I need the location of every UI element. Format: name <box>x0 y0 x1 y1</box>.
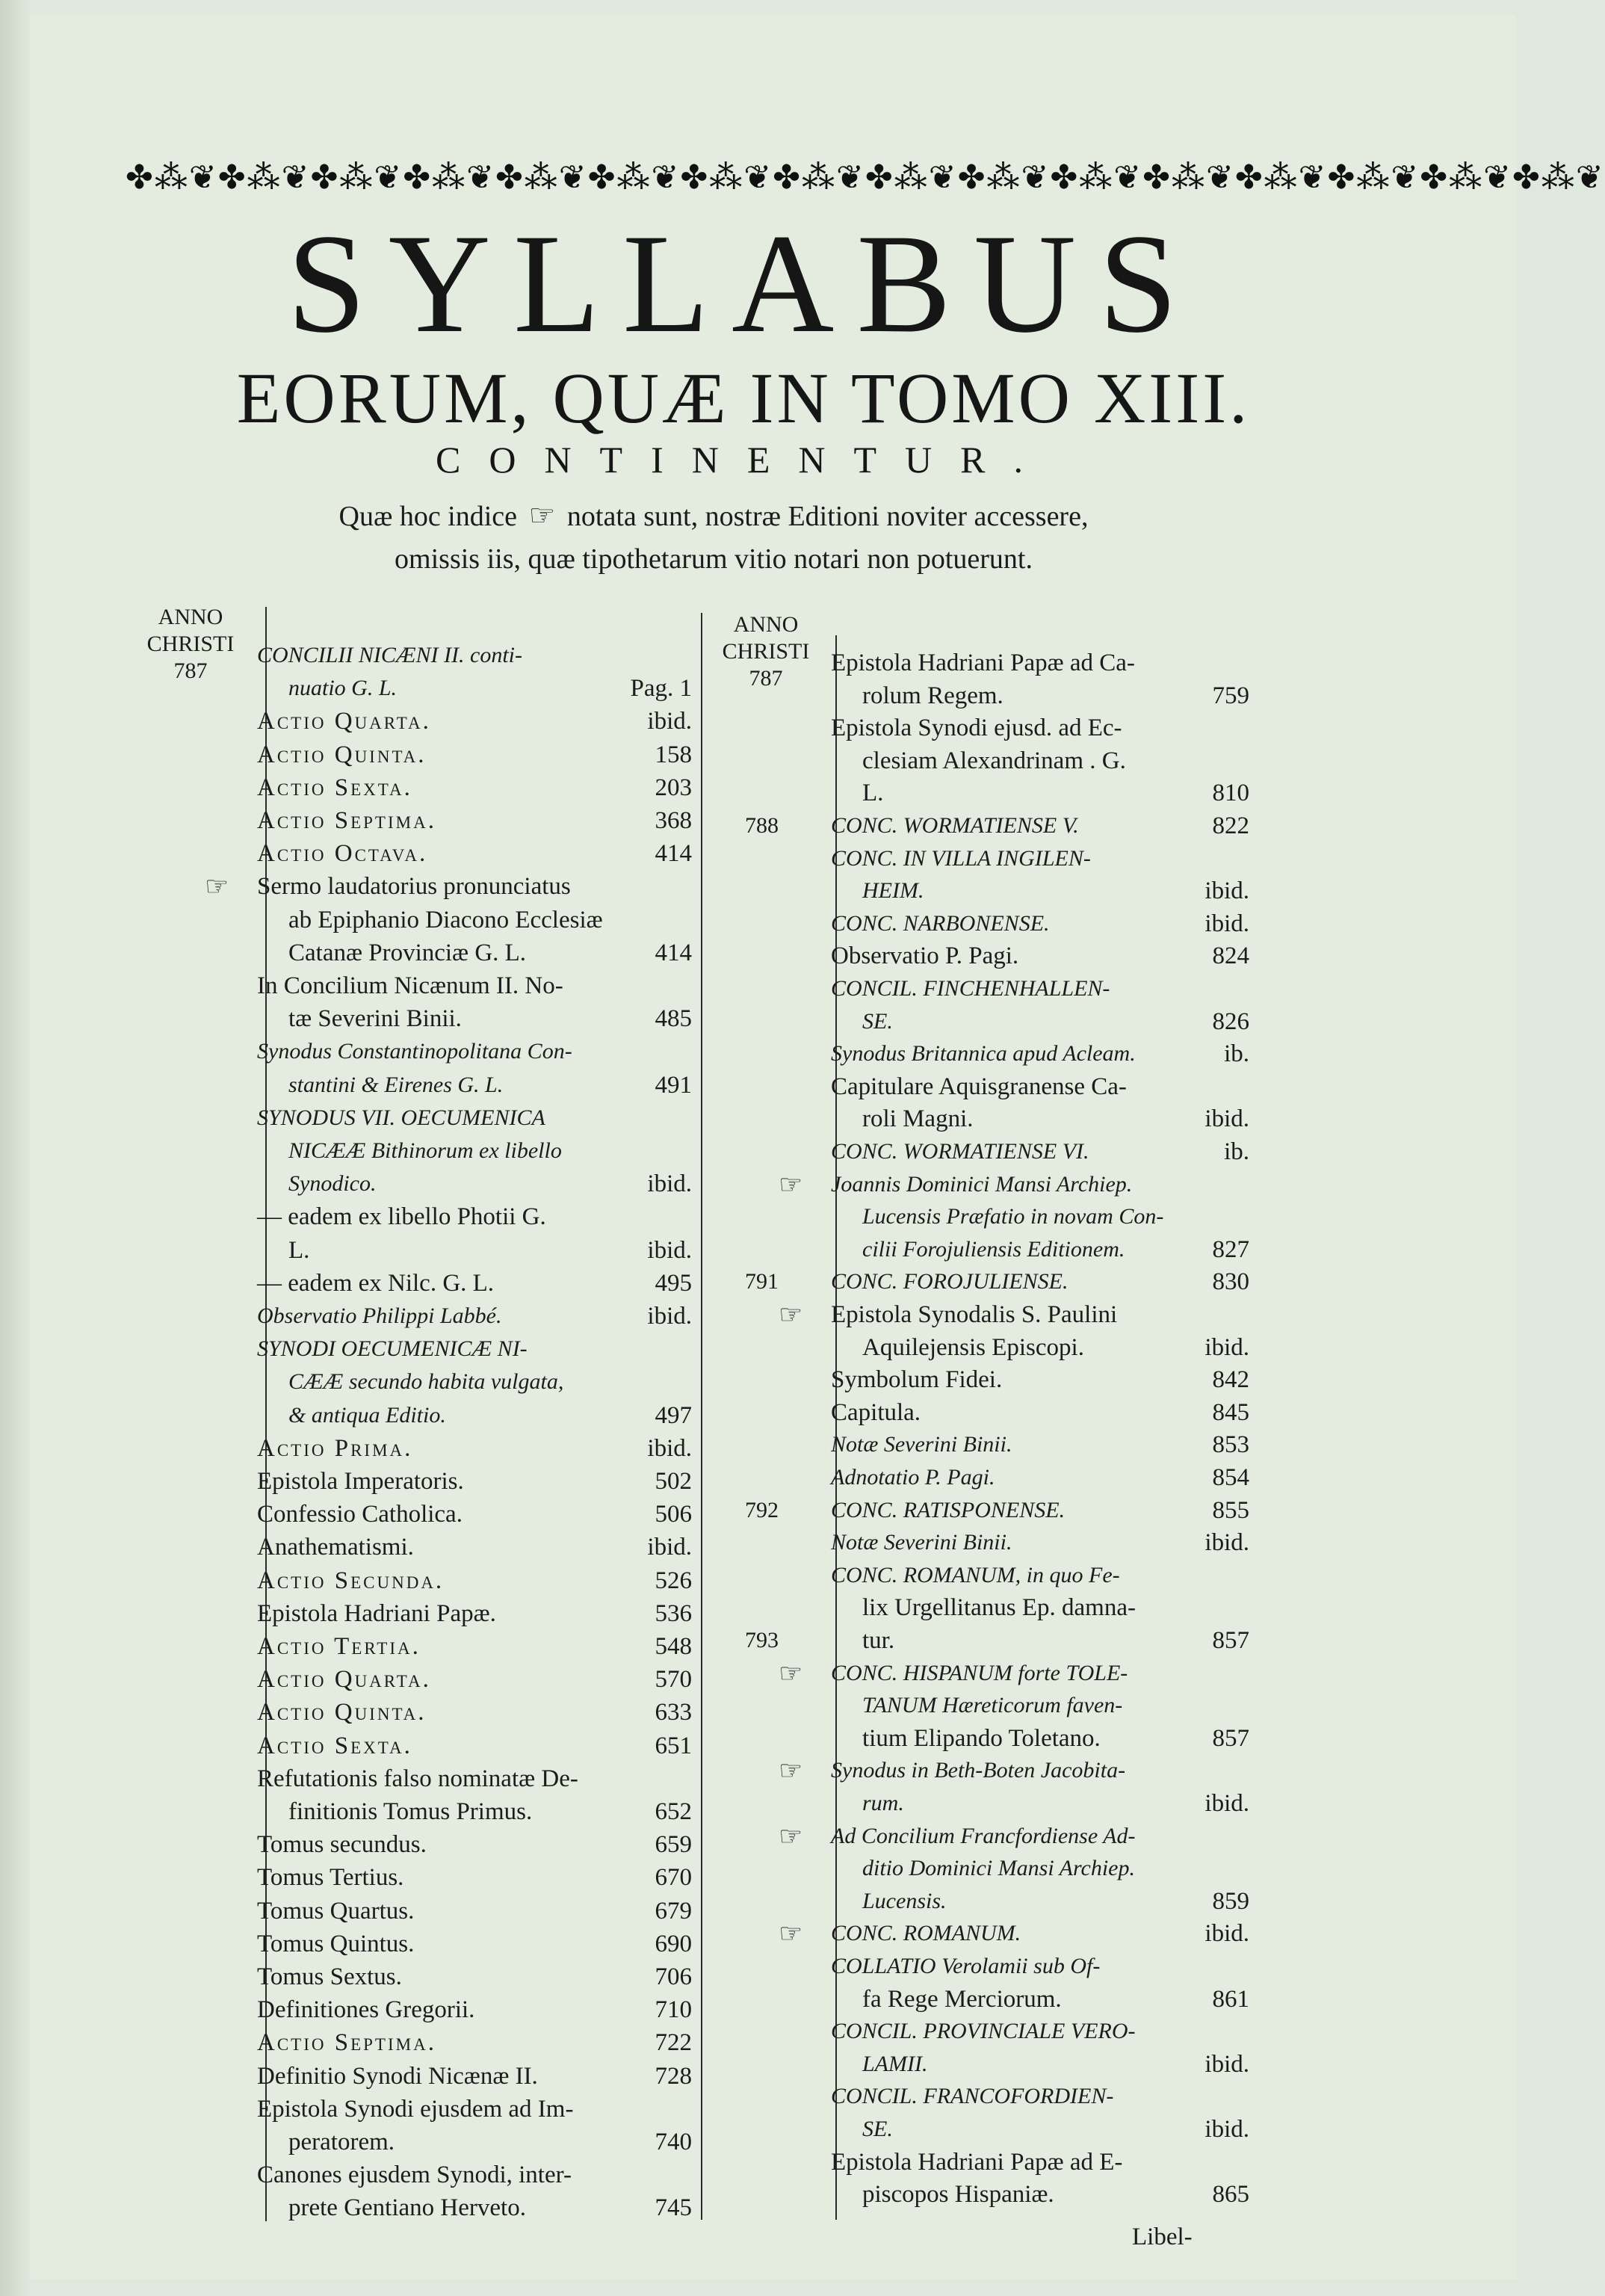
entry-title: tium Elipando Toletano. <box>862 1724 1101 1752</box>
entry-page-number: 570 <box>655 1666 692 1694</box>
index-entry <box>831 1722 1249 1755</box>
entry-page-number: ibid. <box>1204 910 1249 937</box>
index-entry <box>831 1885 1249 1918</box>
entry-page-number: 495 <box>655 1269 692 1297</box>
index-entry <box>831 744 1249 777</box>
entry-page-number: 861 <box>1212 1985 1249 2013</box>
entry-title: Notæ Severini Binii. <box>831 1530 1012 1555</box>
entry-title: CONC. ROMANUM, in quo Fe- <box>831 1562 1120 1587</box>
entry-title: Synodus Britannica apud Acleam. <box>831 1041 1136 1067</box>
index-entry <box>257 1035 692 1068</box>
entry-title: Actio Tertia. <box>257 1633 421 1660</box>
entry-title: Symbolum Fidei. <box>831 1366 1003 1394</box>
entry-title: Actio Septima. <box>257 807 436 834</box>
index-entry <box>831 2178 1249 2211</box>
entry-title: LAMII. <box>862 2051 928 2076</box>
index-entry <box>831 2113 1249 2146</box>
index-entry <box>257 1564 692 1597</box>
entry-page-number: 822 <box>1212 812 1249 839</box>
entry-title: Adnotatio P. Pagi. <box>831 1465 995 1490</box>
index-entry <box>257 1002 692 1035</box>
entry-title: clesiam Alexandrinam . G. <box>862 747 1126 774</box>
index-entry <box>831 646 1249 679</box>
entry-title: Ad Concilium Francfordiense Ad- <box>831 1823 1136 1848</box>
index-entry <box>257 639 692 672</box>
entry-title: piscopos Hispaniæ. <box>862 2181 1054 2209</box>
entry-page-number: 690 <box>655 1930 692 1957</box>
entry-title: L. <box>288 1236 310 1264</box>
entry-page-number: 810 <box>1212 780 1249 807</box>
anno-label: ANNO <box>733 612 799 637</box>
index-entry <box>831 1852 1249 1885</box>
entry-title: Canones ejusdem Synodi, inter- <box>257 2161 572 2189</box>
index-entry <box>831 1787 1249 1820</box>
index-entry <box>779 1917 1249 1950</box>
entry-title: Sermo laudatorius pronunciatus <box>257 873 571 901</box>
entry-page-number: 728 <box>655 2062 692 2090</box>
entry-page-number: ibid. <box>647 1434 692 1462</box>
index-entry <box>257 1432 692 1465</box>
entry-title: rolum Regem. <box>862 682 1003 709</box>
entry-title: Aquilejensis Episcopi. <box>862 1333 1084 1361</box>
index-entry <box>257 1498 692 1531</box>
entry-title: Capitulare Aquisgranense Ca- <box>831 1073 1127 1100</box>
entry-title: Epistola Synodi ejusdem ad Im- <box>257 2095 574 2123</box>
index-entry <box>831 2146 1249 2179</box>
index-entry <box>831 1983 1249 2016</box>
entry-title: CONC. HISPANUM forte TOLE- <box>831 1660 1128 1685</box>
index-entry <box>257 771 692 804</box>
entry-title: Observatio Philippi Labbé. <box>257 1303 502 1328</box>
entry-title: nuatio G. L. <box>288 676 398 701</box>
index-entry <box>257 904 692 936</box>
entry-title: finitionis Tomus Primus. <box>288 1798 533 1825</box>
index-entry <box>831 1135 1249 1168</box>
index-entry <box>257 1663 692 1696</box>
entry-title: SYNODUS VII. OECUMENICA <box>257 1105 545 1130</box>
entry-title: rum. <box>862 1791 904 1815</box>
index-entry <box>745 1494 1249 1527</box>
index-entry <box>831 1689 1249 1722</box>
index-entry <box>257 1333 692 1365</box>
entry-title: CONC. RATISPONENSE. <box>831 1497 1066 1522</box>
index-entry <box>257 804 692 837</box>
entry-title: Actio Quarta. <box>257 708 431 735</box>
entry-title: Synodico. <box>288 1171 377 1197</box>
entry-title: Epistola Imperatoris. <box>257 1468 464 1495</box>
index-entry <box>257 1861 692 1894</box>
index-entry <box>257 1267 692 1300</box>
entry-page-number: ib. <box>1224 1138 1249 1165</box>
entry-page-number: 854 <box>1212 1464 1249 1491</box>
index-entry <box>779 1298 1249 1331</box>
year-marker: 793 <box>745 1628 779 1652</box>
index-entry <box>831 842 1249 875</box>
index-entry <box>779 1657 1249 1690</box>
index-entry <box>745 1624 1249 1657</box>
entry-title: SE. <box>862 1008 893 1034</box>
entry-title: CONC. NARBONENSE. <box>831 910 1050 936</box>
entry-title: Actio Quinta. <box>257 741 427 768</box>
entry-title: Actio Prima. <box>257 1434 413 1462</box>
entry-title: Joannis Dominici Mansi Archiep. <box>831 1171 1133 1197</box>
index-entry <box>745 1265 1249 1298</box>
pointing-hand-icon: ☞ <box>779 1300 803 1330</box>
entry-page-number: 506 <box>655 1501 692 1528</box>
index-entry <box>831 1526 1249 1559</box>
entry-page-number: 857 <box>1212 1724 1249 1752</box>
entry-page-number: ib. <box>1224 1040 1249 1068</box>
entry-page-number: ibid. <box>1204 877 1249 905</box>
index-entry <box>257 1465 692 1498</box>
entry-page-number: ibid. <box>647 1170 692 1198</box>
entry-title: roli Magni. <box>862 1105 974 1133</box>
entry-page-number: 859 <box>1212 1887 1249 1915</box>
entry-page-number: 740 <box>655 2129 692 2155</box>
entry-title: Tomus Tertius. <box>257 1864 404 1892</box>
entry-page-number: ibid. <box>1204 2050 1249 2078</box>
index-entry <box>831 874 1249 907</box>
right-anno-christi-header <box>702 611 829 692</box>
year-label: 787 <box>749 666 783 691</box>
entry-title: CONCIL. FINCHENHALLEN- <box>831 976 1110 1001</box>
index-entry <box>831 1331 1249 1364</box>
pointing-hand-icon: ☞ <box>779 1756 803 1786</box>
index-entry <box>257 1828 692 1861</box>
catchword: Libel- <box>1132 2224 1193 2250</box>
index-entry <box>257 2026 692 2059</box>
year-label: 787 <box>173 658 208 683</box>
index-entry <box>257 738 692 771</box>
entry-title: Tomus Quartus. <box>257 1897 415 1925</box>
index-entry <box>831 1396 1249 1429</box>
entry-page-number: 526 <box>655 1567 692 1594</box>
index-entry <box>257 1135 692 1167</box>
entry-title: Notæ Severini Binii. <box>831 1432 1012 1457</box>
index-entry <box>831 1005 1249 1038</box>
index-entry <box>257 1365 692 1398</box>
entry-title: Catanæ Provinciæ G. L. <box>288 939 527 966</box>
entry-title: TANUM Hæreticorum faven- <box>862 1693 1123 1718</box>
year-marker: 788 <box>745 813 779 838</box>
index-entry <box>831 712 1249 744</box>
entry-title: Actio Septima. <box>257 2029 436 2057</box>
index-entry <box>831 1461 1249 1494</box>
index-entry <box>779 1754 1249 1787</box>
index-entry <box>831 972 1249 1005</box>
entry-title: CONCIL. FRANCOFORDIEN- <box>831 2084 1114 2109</box>
entry-title: — eadem ex Nilc. G. L. <box>257 1269 495 1297</box>
entry-title: In Concilium Nicænum II. No- <box>257 972 563 999</box>
entry-page-number: 706 <box>655 1963 692 1990</box>
entry-title: CONC. WORMATIENSE VI. <box>831 1139 1089 1164</box>
index-entry <box>257 1531 692 1564</box>
intro-text-b: notata sunt, nostræ Editioni noviter accessere, <box>566 501 1089 532</box>
index-entry <box>257 1597 692 1630</box>
entry-title: Lucensis Præfatio in novam Con- <box>862 1204 1164 1229</box>
entry-page-number: ibid. <box>647 1236 692 1264</box>
entry-title: CONCIL. PROVINCIALE VERO- <box>831 2019 1136 2044</box>
entry-page-number: 502 <box>655 1468 692 1495</box>
entry-title: CONC. IN VILLA INGILEN- <box>831 845 1091 871</box>
entry-page-number: 710 <box>655 1996 692 2024</box>
index-entry <box>831 1950 1249 1983</box>
entry-title: Lucensis. <box>862 1888 947 1913</box>
index-entry <box>257 1399 692 1432</box>
entry-title: Synodus Constantinopolitana Con- <box>257 1039 572 1064</box>
pointing-hand-icon: ☞ <box>779 1658 803 1688</box>
entry-title: CONC. WORMATIENSE V. <box>831 813 1079 838</box>
entry-page-number: ibid. <box>1204 1790 1249 1817</box>
intro-line-2: omissis iis, quæ tipothetarum vitio notari non potuerunt. <box>395 543 1033 575</box>
christi-label: CHRISTI <box>146 632 235 656</box>
index-entry <box>831 1233 1249 1266</box>
index-entry <box>831 1200 1249 1233</box>
pointing-hand-icon: ☞ <box>528 499 556 532</box>
entry-title: Epistola Synodi ejusd. ad Ec- <box>831 715 1122 742</box>
entry-title: Definitio Synodi Nicænæ II. <box>257 2062 538 2090</box>
continentur-heading: CONTINENTUR. <box>435 439 1052 481</box>
index-entry <box>257 1729 692 1762</box>
entry-title: Actio Quinta. <box>257 1699 427 1726</box>
entry-page-number: 652 <box>655 1798 692 1825</box>
entry-page-number: 824 <box>1212 942 1249 970</box>
entry-title: Synodus in Beth-Boten Jacobita- <box>831 1758 1126 1783</box>
index-entry <box>257 2093 692 2126</box>
entry-title: Tomus secundus. <box>257 1831 427 1859</box>
index-entry <box>831 1363 1249 1396</box>
entry-title: — eadem ex libello Photii G. <box>257 1203 546 1231</box>
index-entry <box>257 969 692 1002</box>
entry-title: ab Epiphanio Diacono Ecclesiæ <box>288 906 603 933</box>
index-entry <box>257 1234 692 1267</box>
index-entry <box>831 1591 1249 1624</box>
entry-title: COLLATIO Verolamii sub Of- <box>831 1954 1101 1978</box>
index-entry <box>779 1820 1249 1853</box>
index-entry <box>831 2080 1249 2113</box>
entry-title: SE. <box>862 2117 893 2141</box>
left-index-column <box>205 639 692 2222</box>
index-entry <box>831 939 1249 972</box>
index-entry <box>257 1928 692 1960</box>
entry-title: peratorem. <box>288 2129 395 2155</box>
index-entry <box>257 2158 692 2191</box>
entry-title: CONC. ROMANUM. <box>831 1921 1021 1946</box>
index-entry <box>257 1069 692 1102</box>
entry-page-number: 826 <box>1212 1007 1249 1035</box>
entry-page-number: 491 <box>655 1071 692 1099</box>
pointing-hand-icon: ☞ <box>779 1169 803 1200</box>
index-entry <box>257 1300 692 1333</box>
entry-page-number: 536 <box>655 1599 692 1627</box>
entry-page-number: 853 <box>1212 1431 1249 1459</box>
entry-page-number: 414 <box>655 840 692 868</box>
left-anno-christi-header <box>120 604 262 685</box>
index-entry <box>257 1895 692 1928</box>
index-entry <box>257 672 692 705</box>
decorative-border-ornament: ✤⁂❦✤⁂❦✤⁂❦✤⁂❦✤⁂❦✤⁂❦✤⁂❦✤⁂❦✤⁂❦✤⁂❦✤⁂❦✤⁂❦✤⁂❦✤⁂❦✤⁂❦✤⁂❦ <box>126 158 1605 197</box>
index-entry <box>257 1102 692 1135</box>
entry-title: CÆÆ secundo habita vulgata, <box>288 1369 564 1395</box>
pointing-hand-icon: ☞ <box>205 871 229 902</box>
index-entry <box>257 1696 692 1729</box>
index-entry <box>831 679 1249 712</box>
entry-title: Confessio Catholica. <box>257 1501 463 1528</box>
entry-title: ditio Dominici Mansi Archiep. <box>862 1856 1135 1881</box>
left-column-rule <box>701 613 702 2220</box>
entry-page-number: ibid. <box>1204 1529 1249 1557</box>
christi-label: CHRISTI <box>722 639 810 664</box>
entry-page-number: ibid. <box>647 1534 692 1561</box>
index-entry <box>831 1037 1249 1070</box>
index-entry <box>257 1762 692 1795</box>
entry-title: Actio Sexta. <box>257 774 412 801</box>
entry-title: cilii Forojuliensis Editionem. <box>862 1236 1125 1262</box>
entry-page-number: 722 <box>655 2029 692 2057</box>
entry-page-number: ibid. <box>1204 1920 1249 1948</box>
entry-page-number: 633 <box>655 1699 692 1726</box>
entry-title: Refutationis falso nominatæ De- <box>257 1765 578 1792</box>
index-entry <box>257 2060 692 2093</box>
entry-title: Observatio P. Pagi. <box>831 942 1019 970</box>
index-entry <box>205 870 692 903</box>
entry-title: CONC. FOROJULIENSE. <box>831 1269 1069 1294</box>
entry-page-number: 670 <box>655 1864 692 1892</box>
entry-title: Actio Secunda. <box>257 1567 445 1594</box>
entry-page-number: 842 <box>1212 1366 1249 1394</box>
entry-title: SYNODI OECUMENICÆ NI- <box>257 1336 528 1362</box>
year-marker: 792 <box>745 1497 779 1522</box>
entry-title: tæ Severini Binii. <box>288 1005 462 1033</box>
entry-title: Epistola Hadriani Papæ. <box>257 1599 496 1627</box>
entry-title: Epistola Hadriani Papæ ad Ca- <box>831 649 1135 676</box>
entry-page-number: 865 <box>1212 2181 1249 2209</box>
index-entry <box>257 1200 692 1233</box>
index-entry <box>779 1168 1249 1201</box>
entry-title: Anathematismi. <box>257 1534 414 1561</box>
entry-title: lix Urgellitanus Ep. damna- <box>862 1594 1136 1622</box>
pointing-hand-icon: ☞ <box>779 1919 803 1949</box>
page-subtitle: EORUM, QUÆ IN TOMO XIII. <box>236 358 1251 438</box>
index-entry <box>257 2191 692 2224</box>
entry-title: stantini & Eirenes G. L. <box>288 1072 504 1097</box>
index-entry <box>831 2015 1249 2048</box>
index-entry <box>257 1960 692 1993</box>
index-entry <box>831 777 1249 809</box>
index-entry <box>831 1102 1249 1135</box>
entry-page-number: 485 <box>655 1005 692 1033</box>
index-entry <box>831 1070 1249 1103</box>
index-entry <box>257 837 692 870</box>
entry-title: Tomus Quintus. <box>257 1930 415 1957</box>
entry-title: fa Rege Merciorum. <box>862 1985 1062 2013</box>
entry-title: Capitula. <box>831 1398 921 1426</box>
index-entry <box>257 705 692 738</box>
entry-title: Definitiones Gregorii. <box>257 1996 475 2024</box>
intro-text-a: Quæ hoc indice <box>338 501 518 532</box>
index-entry <box>831 1559 1249 1592</box>
entry-title: & antiqua Editio. <box>288 1402 446 1428</box>
entry-title: Tomus Sextus. <box>257 1963 402 1990</box>
pointing-hand-icon: ☞ <box>779 1821 803 1851</box>
entry-page-number: 497 <box>655 1401 692 1429</box>
entry-page-number: 857 <box>1212 1627 1249 1654</box>
entry-page-number: ibid. <box>647 1303 692 1330</box>
entry-page-number: ibid. <box>647 708 692 735</box>
index-entry <box>257 1795 692 1828</box>
entry-title: Epistola Hadriani Papæ ad E- <box>831 2148 1123 2176</box>
index-entry <box>831 1428 1249 1461</box>
index-entry <box>257 2126 692 2158</box>
entry-page-number: 745 <box>655 2194 692 2222</box>
entry-title: Actio Octava. <box>257 840 428 868</box>
entry-title: HEIM. <box>862 878 924 904</box>
index-entry <box>745 809 1249 842</box>
entry-page-number: 830 <box>1212 1268 1249 1296</box>
index-entry <box>257 1167 692 1200</box>
anno-label: ANNO <box>158 605 223 629</box>
entry-page-number: 759 <box>1212 682 1249 709</box>
entry-page-number: 368 <box>655 807 692 834</box>
entry-title: NICÆÆ Bithinorum ex libello <box>288 1138 562 1163</box>
entry-title: tur. <box>862 1627 895 1654</box>
entry-page-number: 679 <box>655 1897 692 1925</box>
entry-page-number: 845 <box>1212 1398 1249 1426</box>
entry-title: Actio Quarta. <box>257 1666 431 1694</box>
entry-page-number: 659 <box>655 1831 692 1859</box>
entry-title: L. <box>862 780 884 807</box>
index-entry <box>257 1630 692 1663</box>
entry-page-number: ibid. <box>1204 1333 1249 1361</box>
entry-page-number: 158 <box>655 741 692 768</box>
entry-page-number: 651 <box>655 1732 692 1759</box>
entry-title: prete Gentiano Herveto. <box>288 2194 526 2222</box>
entry-title: CONCILII NICÆNI II. conti- <box>257 643 522 667</box>
page-title: SYLLABUS <box>287 206 1200 362</box>
entry-page-number: ibid. <box>1204 1105 1249 1133</box>
index-entry <box>831 2048 1249 2081</box>
entry-page-number: 827 <box>1212 1235 1249 1263</box>
intro-line-1 <box>164 495 1263 537</box>
index-entry <box>257 936 692 969</box>
year-marker: 791 <box>745 1269 779 1294</box>
entry-page-number: 414 <box>655 939 692 966</box>
entry-page-number: ibid. <box>1204 2116 1249 2143</box>
entry-page-number: Pag. 1 <box>630 675 692 703</box>
index-entry <box>831 907 1249 940</box>
entry-page-number: 548 <box>655 1633 692 1660</box>
entry-title: Epistola Synodalis S. Paulini <box>831 1301 1118 1328</box>
index-entry <box>257 1993 692 2026</box>
entry-page-number: 855 <box>1212 1496 1249 1524</box>
entry-page-number: 203 <box>655 774 692 801</box>
entry-title: Actio Sexta. <box>257 1732 412 1759</box>
